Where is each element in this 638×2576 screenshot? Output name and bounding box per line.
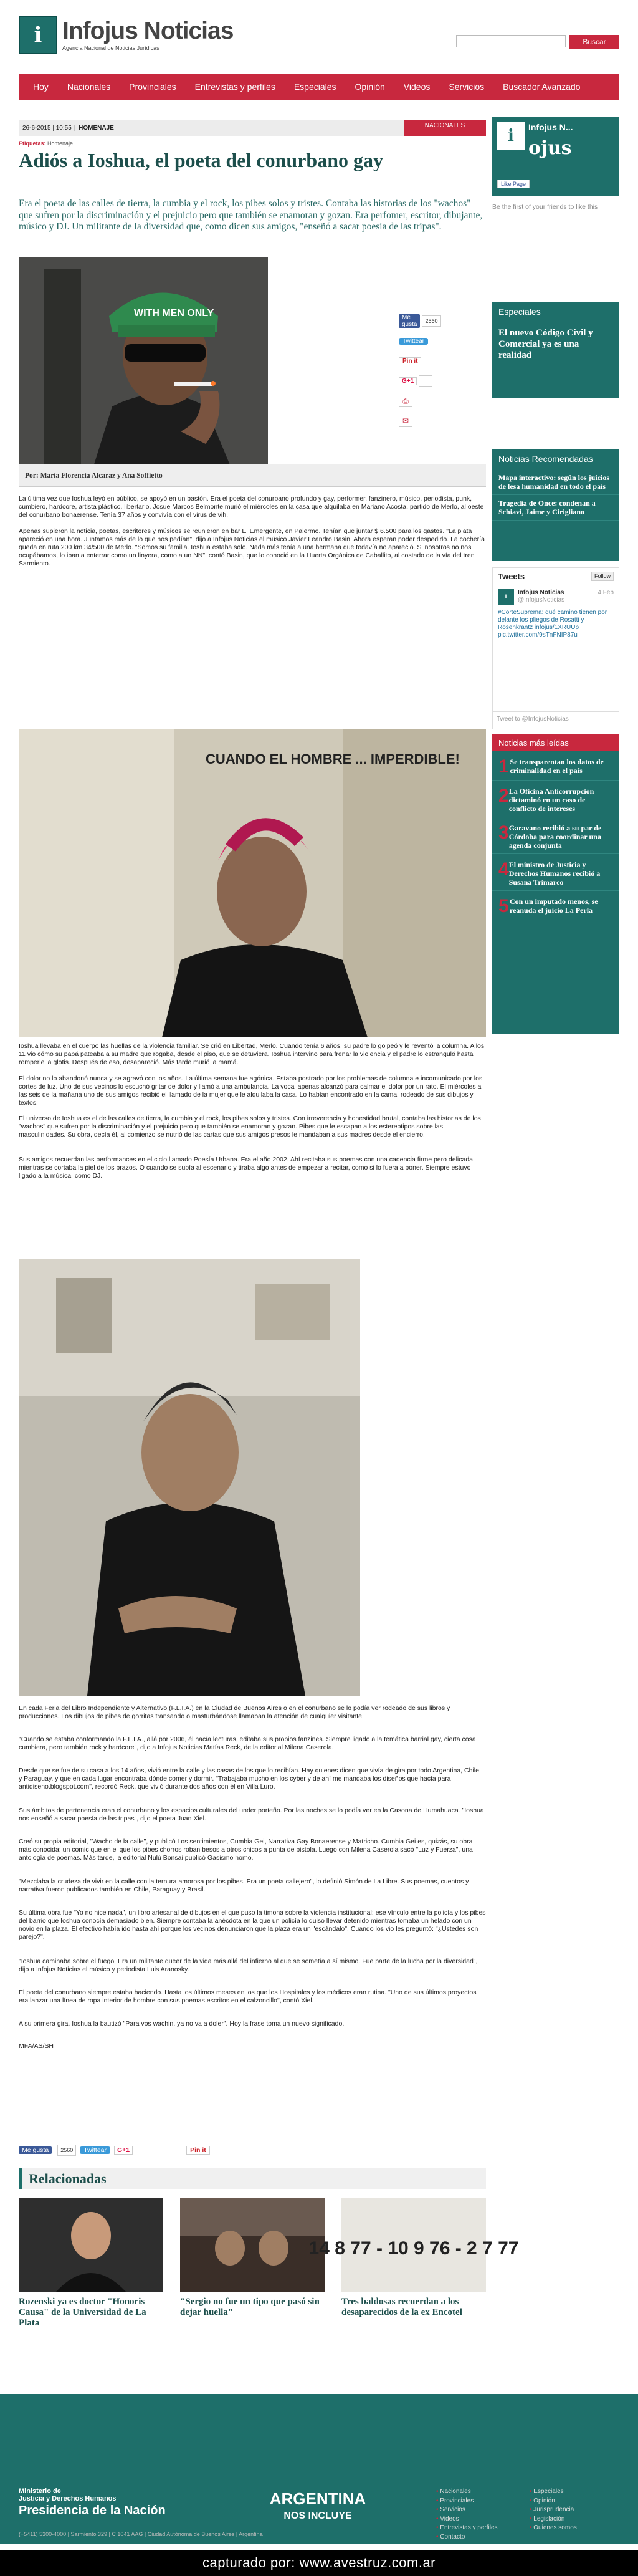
most-read-title[interactable]: Se transparentan los datos de criminalidad en el país [510,757,604,775]
footer-link[interactable]: • Legislación [530,2515,577,2524]
nav-especiales[interactable]: Especiales [293,82,336,92]
related-3-image-text: 14 8 77 - 10 9 76 - 2 7 77 [308,2238,519,2259]
paragraph: A su primera gira, Ioshua la bautizó "Para vos wachin, ya no va a doler". Hoy la frase toma un nuevo significado. [19,2020,345,2027]
related-photo-1 [19,2198,163,2292]
related-image-1[interactable] [19,2198,163,2292]
especiales-link[interactable]: El nuevo Código Civil y Comercial ya es una realidad [498,328,593,360]
article-time: 10:55 [55,125,72,132]
facebook-count: 2560 [422,315,440,327]
most-read-item[interactable] [492,854,619,891]
article-author: Por: María Florencia Alcaraz y Ana Soffietto [19,464,486,487]
paragraph: El dolor no lo abandonó nunca y se agravó con los años. La última semana fue agónica. Estaba postrado por los problemas de columna e incomunicado por los cortes de luz. Uno de sus vecinos lo escuchó gritar de dolor y llamó a una ambulancia. La vocal apenas alcanzó para calmar el dolor por un rato. El miércoles a las seis de la mañana uno de sus amigos recibió el llamado de la mujer que le alquilaba la casa. Lo habían encontrado en la cama, rodeado de sus dibujos y textos. [19,1075,483,1107]
recommended-item[interactable]: Mapa interactivo: según los juicios de lesa humanidad en todo el país [492,469,619,495]
printer-icon[interactable]: ⎙ [399,395,412,407]
rank-number: 3 [498,822,509,843]
rank-number: 1 [498,756,509,777]
google-plus-button-bottom[interactable]: G+1 [114,2146,133,2155]
tweet-date: 4 Feb [598,589,614,596]
footer-link[interactable]: • Entrevistas y perfiles [436,2524,498,2533]
most-read-item[interactable] [492,751,619,781]
footer-ministry-3: Presidencia de la Nación [19,2504,166,2517]
google-plus-button[interactable]: G+1 [399,377,417,385]
twitter-button-bottom[interactable]: Twittear [80,2146,110,2154]
facebook-like-button-bottom[interactable]: Me gusta [19,2146,52,2154]
related-photo-3 [308,2198,519,2292]
footer-link[interactable]: • Nacionales [436,2487,498,2497]
paragraph: "Cuando se estaba conformando la F.L.I.A., allá por 2006, él hacía lecturas, editaba sus propios fanzines. Siempre ligado a la temática barrial gay, cierta cosa cumbiera, pero también rock y hardcore", dijo a Infojus Noticias Matías Reck, de la editorial Milena Caserola. [19,1736,476,1751]
article-photo-2 [19,729,486,1037]
logo-title: Infojus [62,17,138,44]
footer-link[interactable]: • Videos [436,2515,498,2524]
footer-links-2 [530,2487,577,2533]
mural-text: CUANDO EL HOMBRE ... IMPERDIBLE! [206,751,460,767]
nav-nacionales[interactable]: Nacionales [67,82,111,92]
facebook-cover-text: ojus [528,137,572,159]
related-link-2[interactable]: "Sergio no fue un tipo que pasó sin dejar huella" [180,2297,320,2317]
mail-icon[interactable]: ✉ [399,415,412,427]
related-photo-2 [180,2198,325,2292]
recommended-heading: Noticias Recomendadas [492,449,619,469]
related-link-3[interactable]: Tres baldosas recuerdan a los desaparecidos de la ex Encotel [341,2297,462,2317]
especiales-heading: Especiales [492,302,619,322]
nav-hoy[interactable]: Hoy [33,82,49,92]
paragraph: Desde que se fue de su casa a los 14 años, vivió entre la calle y las casas de los que lo recibían. Hay quienes dicen que vivía de gira por todo Argentina, Chile, y Paraguay, y que en cada lugar encontraba dónde comer y dormir. "Trabajaba mucho en los cyber y de ahí me mandaba los diseños que hacía para antidiseno.blogspot.com", recordó Reck, que vivió durante dos años con él en Villa Luro. [19,1767,481,1790]
facebook-like-box [492,117,619,196]
related-link-1[interactable]: Rozenski ya es doctor "Honoris Causa" de la Universidad de La Plata [19,2297,146,2328]
footer-ministry-2: Justicia y Derechos Humanos [19,2495,117,2502]
share-bar [399,315,436,435]
paragraph: "Ioshua caminaba sobre el fuego. Era un militante queer de la vida más allá del infierno al que se sometía a sí mismo. Fue parte de la lucha por la diversidad", dijo a Infojus Noticias el músico y periodista Luis Aranosky. [19,1958,478,1973]
nav-entrevistas[interactable]: Entrevistas y perfiles [194,82,275,92]
article-date: 26-6-2015 [22,125,51,132]
article-section: HOMENAJE [79,125,114,132]
footer-links-1 [436,2487,498,2542]
bottom-share-bar [19,2145,210,2156]
mural-portrait-illustration [19,729,486,1037]
most-read-item[interactable] [492,781,619,817]
main-nav [19,74,619,100]
rank-number: 5 [498,896,509,916]
footer-link[interactable]: • Jurisprudencia [530,2506,577,2515]
footer-address: (+5411) 5300-4000 | Sarmiento 329 | C 1041 AAG | Ciudad Autónoma de Buenos Aires | Argentina [19,2531,263,2537]
article-photo-3 [19,1259,360,1696]
seated-portrait-illustration [19,1259,360,1696]
article-date-bar: 26-6-2015 | 10:55 | HOMENAJE [19,120,486,136]
portrait-illustration [19,257,268,466]
twitter-follow-button[interactable]: Follow [591,572,614,581]
footer-argentina-logo [249,2490,386,2525]
facebook-like-button[interactable]: Me gusta [399,314,420,328]
facebook-page-logo[interactable]: i [497,122,525,150]
especiales-box [492,302,619,398]
logo-subtitle: Agencia Nacional de Noticias Jurídicas [62,45,160,51]
paragraph: Creó su propia editorial, "Wacho de la calle", y publicó Los sentimientos, Cumbia Gei, Narrativa Gay Bonaerense y Matricho. Cumbia Gei es, quizás, su obra más conocida: un comic que en el que los pibes chorros roban besos a otros chicos a punta de pistola. Luego con Milena Caserola sacó "Luz y Fuerza", una antología de poemas. Más tarde, la editorial Nulú Bonsai publicó Gasismo homo. [19,1838,473,1862]
paragraph: Sus ámbitos de pertenencia eran el conurbano y los espacios culturales del under porteño. Por las noches se lo podía ver en la Casona de Humahuaca. "Ioshua nos enseñó a sacar poesía de las tripas", dijo el poeta Juan Xiel. [19,1807,484,1822]
most-read-box [492,734,619,1034]
tweet-to-input[interactable]: Tweet to @InfojusNoticias [493,711,619,729]
site-logo[interactable] [19,16,233,54]
article-lead: Era el poeta de las calles de tierra, la cumbia y el rock, los pibes solos y tristes. Contaba las historias de los "wachos" que sufren por la discriminación y el prejuicio pero que también se enamoran y gozan. Era perfomer, escritor, dibujante, músico y DJ. Un militante de la diversidad que, como dicen sus amigos, "enseñó a sacar poesía de las tripas". [19,198,483,232]
footer-content [19,2487,619,2547]
nav-servicios[interactable]: Servicios [449,82,485,92]
twitter-button[interactable]: Twittear [399,338,428,345]
facebook-friends-text: Be the first of your friends to like this [492,203,598,211]
facebook-page-name[interactable]: Infojus N... [528,122,573,132]
related-title: Relacionadas [19,2168,486,2189]
tweet-author[interactable]: Infojus Noticias [518,589,564,596]
footer-arg-1: ARGENTINA [269,2489,366,2508]
search-input[interactable] [456,35,566,47]
logo-title-2: Noticias [143,17,234,44]
footer-link[interactable]: • Especiales [530,2487,577,2497]
footer-link[interactable]: • Provinciales [436,2497,498,2506]
footer-link[interactable]: • Opinión [530,2497,577,2506]
facebook-count-bottom: 2560 [57,2145,76,2156]
most-read-heading: Noticias más leídas [492,734,619,751]
twitter-widget [492,567,619,729]
tags-label: Etiquetas: [19,140,46,147]
paragraph: La última vez que Ioshua leyó en público, se apoyó en un bastón. Era el poeta del conurbano profundo y gay, performer, fanzinero, músico, periodista, punk, cumbiero, hardcore, artista plástico, libertario. Josue Marcos Belmonte murió el miércoles en la casa que alquilaba en Mariano Acosta, partido de Merlo, al oeste del conurbano bonaerense. Tenía 37 años y convivía con el virus de vih. [19,495,484,519]
pinterest-button-bottom[interactable]: Pin it [186,2146,210,2155]
footer-ministry-1: Ministerio de [19,2487,61,2495]
paragraph: Apenas supieron la noticia, poetas, escritores y músicos se reunieron en bar El Emergente, en Palermo. Tenían que juntar $ 6.500 para los gastos. "La plata apareció en una hora. Juntamos más de lo que nos pedían", dijo a Infojus Noticias el músico Javier Leandro Basin. Ahora esperan poder despedirlo. La cochería queda en ruta 200 km 34/500 de Merlo. "Somos su familia. Ioshua estaba solo. Nada más tenía a una hermana que todavía no apareció. Si nosotros no nos ocupábamos, lo iban a enterrar como un linyera, como a un NN", contó Basin, que lo conoció en la Huerta Orgánica de Caballito, al costado de la vía del tren Sarmiento. [19,527,485,567]
google-plus-count [419,375,432,387]
footer-link[interactable]: • Servicios [436,2506,498,2515]
most-read-title[interactable]: El ministro de Justicia y Derechos Humanos recibió a Susana Trimarco [508,860,601,887]
rank-number: 4 [498,859,509,880]
related-image-3[interactable] [308,2198,519,2292]
paragraph: El universo de Ioshua es el de las calles de tierra, la cumbia y el rock, los pibes solos y tristes. Con irreverencia y honestidad brutal, contaba las historias de los "wachos" que sufren por la discriminación y el prejuicio pero que también se enamoran y gozan. Pibes que le escapan a los estereotipos sobre las masculinidades. Su obra, decía él, al comienzo se nutrió de las cartas que sus amigos presos le mandaban a sus madres desde el encierro. [19,1115,481,1138]
recommended-box [492,449,619,561]
twitter-avatar[interactable]: i [498,589,514,605]
tags [19,140,73,147]
tweet-text[interactable]: #CorteSuprema: qué camino tienen por delante los pliegos de Rosatti y Rosenkrantz infojus/1XRUUp pic.twitter.com/9sTnFNIP87u [498,609,607,638]
related-image-2[interactable] [180,2198,325,2292]
search-button[interactable]: Buscar [569,35,619,49]
footer-link[interactable]: • Quienes somos [530,2524,577,2533]
article-main-photo [19,257,268,466]
facebook-like-page-button[interactable]: Like Page [497,180,530,188]
category-badge[interactable]: NACIONALES [404,120,486,136]
recommended-item[interactable]: Tragedia de Once: condenan a Schiavi, Jaime y Cirigliano [492,495,619,521]
cap-text: WITH MEN ONLY [134,308,214,319]
paragraph: "Mezclaba la crudeza de vivir en la calle con la ternura amorosa por los pibes. Era un poeta callejero", lo definió Simón de La Libre. Sus poemas, cuentos y narrativa fueron publicados también en Chile, Paraguay y Brasil. [19,1878,469,1893]
tweets-heading: Tweets [498,572,525,581]
tag-link[interactable]: Homenaje [47,140,74,147]
most-read-item[interactable] [492,891,619,920]
paragraph: Ioshua llevaba en el cuerpo las huellas de la violencia familiar. Se crió en Libertad, Merlo. Cuando tenía 6 años, su padre lo golpeó y le reventó la columna. A los 11 vio cómo su papá pateaba a su madre que rogaba, desde el piso, que se detuviera. Ioshua intervino para frenar la violencia y el padre lo estranguló hasta romperle la glotis. Después de eso, desapareció. Más tarde murió la mamá. [19,1042,485,1066]
most-read-title[interactable]: La Oficina Anticorrupción dictaminó en un caso de conflicto de intereses [508,787,594,813]
paragraph: En cada Feria del Libro Independiente y Alternativo (F.L.I.A.) en la Ciudad de Buenos Aires o en el conurbano se lo podía ver rodeado de sus libros y producciones. Los dibujos de pibes de gorritas transando o masturbándose llamaban la atención de cualquier visitante. [19,1704,450,1720]
paragraph: Sus amigos recuerdan las performances en el ciclo llamado Poesía Urbana. Era el año 2002. Ahí recitaba sus poemas con una cadencia firme pero delicada, mientras se cortaba la piel de los brazos. O cuando se subía al escenario y tiraba algo antes de empezar a recitar, como si lo fuera a poner. Siempre estuvo ligado a la música, como DJ. [19,1156,475,1180]
nav-buscador-avanzado[interactable]: Buscador Avanzado [503,82,581,92]
nav-opinion[interactable]: Opinión [355,82,385,92]
capture-credit: capturado por: www.avestruz.com.ar [0,2550,638,2576]
pinterest-button[interactable]: Pin it [399,357,421,365]
tweet-handle[interactable]: @InfojusNoticias [518,597,565,603]
paragraph-signature: MFA/AS/SH [19,2042,54,2050]
site-header [19,12,619,69]
paragraph: Su última obra fue "Yo no hice nada", un libro artesanal de dibujos en el que puso la timona sobre la violencia institucional: ese vínculo entre la policía y los pibes del barrio que Ioshua conocía demasiado bien. Siempre contaba la anécdota en la que un policía lo quiso llevar detenido mientras tomaba un helado con un novio en la plaza. El efectivo había ido hasta ahí porque los vecinos denunciaron que la plaza era un "escándalo". Cuando los vio les preguntó: "¿Ustedes son parejo?". [19,1909,486,1941]
most-read-title[interactable]: Garavano recibió a su par de Córdoba para coordinar una agenda conjunta [508,824,602,850]
nav-provinciales[interactable]: Provinciales [129,82,176,92]
footer-arg-2: NOS INCLUYE [283,2511,352,2521]
most-read-item[interactable] [492,817,619,854]
nav-videos[interactable]: Videos [403,82,431,92]
rank-number: 2 [498,786,509,806]
most-read-title[interactable]: Con un imputado menos, se reanuda el juicio La Perla [509,897,598,915]
footer-link[interactable]: • Contacto [436,2533,498,2542]
article-title: Adiós a Ioshua, el poeta del conurbano gay [19,149,383,171]
paragraph: El poeta del conurbano siempre estaba haciendo. Hasta los últimos meses en los que los Hospitales y los médicos eran rutina. "Uno de sus últimos proyectos era lanzar una línea de ropa interior de hombre con sus poemas escritos en el calzoncillo", contó Xiel. [19,1989,477,2004]
logo-mark: i [19,16,57,54]
